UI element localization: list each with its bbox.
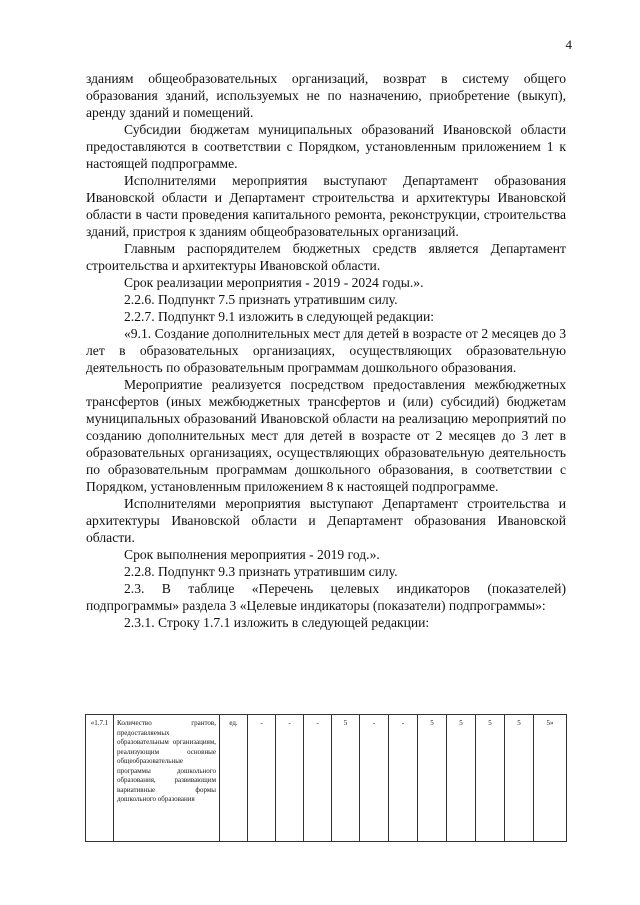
value-cell: 5 <box>447 715 476 842</box>
indicator-table <box>85 714 567 842</box>
value-cell: - <box>276 715 304 842</box>
unit-cell: ед. <box>220 715 248 842</box>
paragraph-10: Исполнителями мероприятия выступают Департамент строительства и архитектуры Ивановской области и Департамент образования Ивановской области. <box>86 496 566 545</box>
paragraph-13: 2.3. В таблице «Перечень целевых индикаторов (показателей) подпрограммы» раздела 3 «Целевые индикаторы (показатели) подпрограммы»: <box>86 581 566 613</box>
value-cell: 5 <box>505 715 534 842</box>
row-number-cell: «1.7.1 <box>86 715 114 842</box>
value-cell: - <box>304 715 332 842</box>
value-cell: - <box>360 715 389 842</box>
paragraph-3: Исполнителями мероприятия выступают Департамент образования Ивановской области и Департамент строительства и архитектуры Ивановской области в части проведения капитального ремонта, реконструкции, строительства зданий, пристроя к зданиям общеобразовательных организаций. <box>86 173 566 239</box>
paragraph-1: зданиям общеобразовательных организаций, возврат в систему общего образования зданий, используемых не по назначению, приобретение (выкуп), аренду зданий и помещений. <box>86 71 566 120</box>
document-body <box>86 70 566 631</box>
value-cell: 5 <box>476 715 505 842</box>
value-cell: - <box>389 715 418 842</box>
value-cell: - <box>248 715 276 842</box>
paragraph-4: Главным распорядителем бюджетных средств является Департамент строительства и архитектуры Ивановской области. <box>86 241 566 273</box>
paragraph-9: Мероприятие реализуется посредством предоставления межбюджетных трансфертов (иных межбюджетных трансфертов и (или) субсидий) бюджетам муниципальных образований Ивановской области на реализацию мероприятий по созданию дополнительных мест для детей в возрасте от 2 месяцев до 3 лет в образовательных организациях, осуществляющих образовательную деятельность по образовательным программам дошкольного образования, в соответствии с Порядком, установленным приложением 8 к настоящей подпрограмме. <box>86 377 566 494</box>
indicator-name-cell: Количество грантов, предоставляемых образовательным организациям, реализующим основные общеобразовательные программы дошкольного образования, развивающим вариативные формы дошкольного образования <box>114 715 220 842</box>
paragraph-2: Субсидии бюджетам муниципальных образований Ивановской области предоставляются в соответствии с Порядком, установленным приложением 1 к настоящей подпрограмме. <box>86 122 566 171</box>
page-number: 4 <box>565 37 572 52</box>
paragraph-11: Срок выполнения мероприятия - 2019 год.». <box>124 547 380 562</box>
value-cell: 5 <box>332 715 360 842</box>
paragraph-6: 2.2.6. Подпункт 7.5 признать утратившим силу. <box>124 292 398 307</box>
paragraph-14: 2.3.1. Строку 1.7.1 изложить в следующей редакции: <box>124 615 430 630</box>
paragraph-12: 2.2.8. Подпункт 9.3 признать утратившим силу. <box>124 564 398 579</box>
value-cell: 5 <box>418 715 447 842</box>
paragraph-8: «9.1. Создание дополнительных мест для детей в возрасте от 2 месяцев до 3 лет в образовательных организациях, осуществляющих образовательную деятельность по образовательным программам дошкольного образования. <box>86 326 566 375</box>
paragraph-5: Срок реализации мероприятия - 2019 - 2024 годы.». <box>124 275 424 290</box>
table-row <box>86 715 567 842</box>
value-cell: 5» <box>534 715 567 842</box>
paragraph-7: 2.2.7. Подпункт 9.1 изложить в следующей редакции: <box>124 309 435 324</box>
